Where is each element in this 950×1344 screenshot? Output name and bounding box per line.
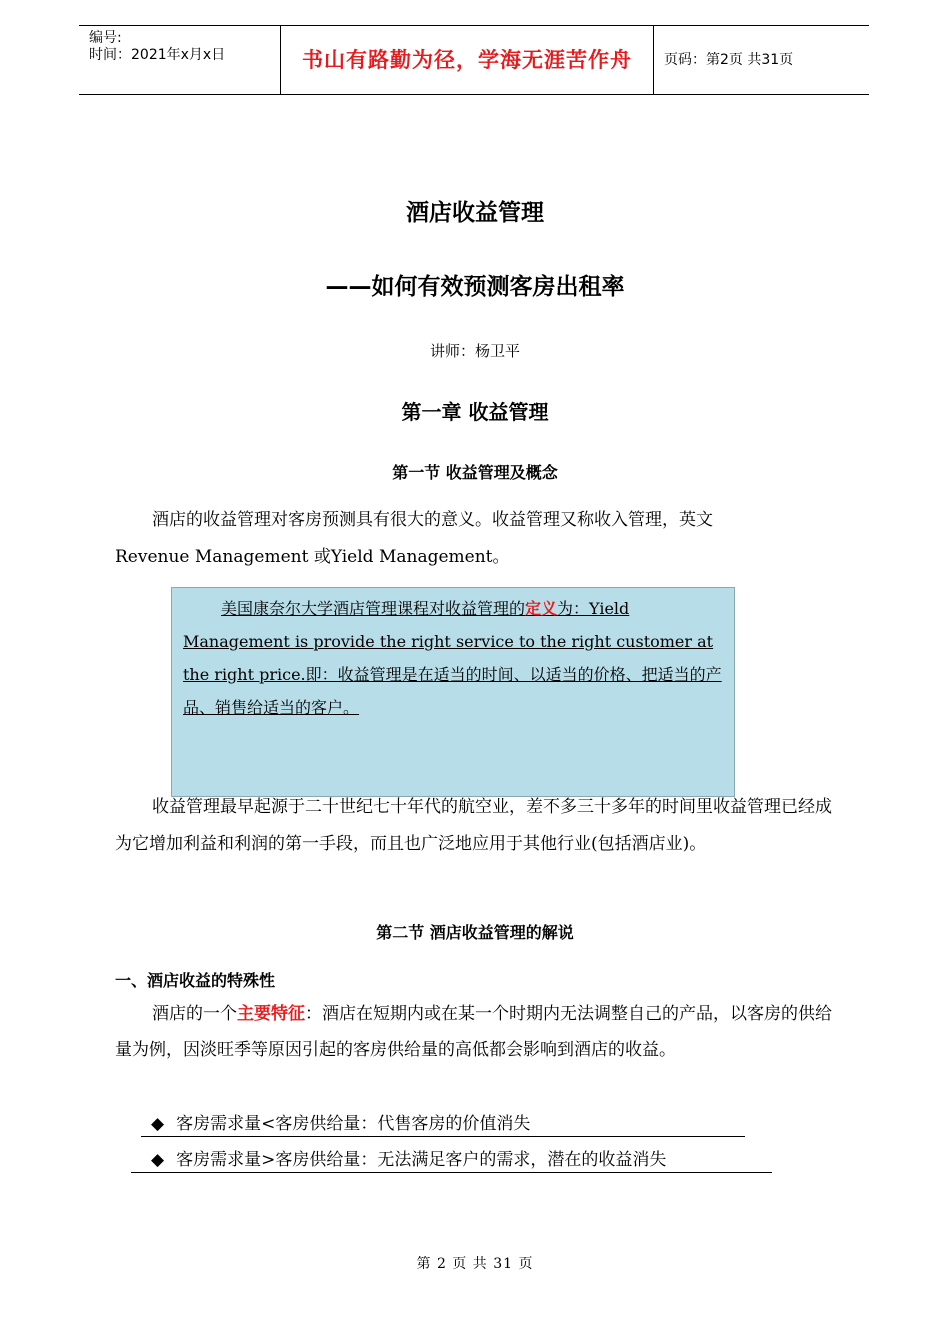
history-paragraph: 收益管理最早起源于二十世纪七十年代的航空业，差不多三十多年的时间里收益管理已经成为它增加利益和利润的第一手段，而且也广泛地应用于其他行业(包括酒店业)。 (115, 797, 832, 854)
document-title: 酒店收益管理 (406, 200, 544, 226)
header-motto: 书山有路勤为径，学海无涯苦作舟 (280, 26, 654, 94)
subheading-one: 一、酒店收益的特殊性 (115, 971, 276, 990)
section-heading-1: 第一节 收益管理及概念 (392, 463, 558, 482)
document-subtitle: ——如何有效预测客房出租率 (325, 274, 625, 300)
diamond-icon: ◆ (151, 1114, 165, 1134)
definition-colon: 为： (557, 599, 590, 618)
time-label: 时间：2021年x月x日 (89, 47, 226, 63)
feature-rest: ：酒店在短期内或在某一个时期内无法调整自己的产品，以客房的供给量为例，因淡旺季等原因引起的客房供给量的高低都会影响到酒店的收益。 (115, 1004, 832, 1060)
definition-keyword: 定义 (525, 599, 558, 618)
definition-text (183, 592, 723, 724)
header-meta (79, 26, 280, 94)
chapter-heading: 第一章 收益管理 (401, 400, 549, 424)
feature-lead: 酒店的一个 (152, 1004, 237, 1024)
diamond-icon: ◆ (151, 1150, 165, 1170)
feature-keyword: 主要特征 (237, 1004, 305, 1024)
header-page-info: 页码：第2页 共31页 (664, 52, 794, 68)
definition-lead: 美国康奈尔大学酒店管理课程对收益管理的 (221, 599, 526, 618)
page-header (79, 25, 869, 95)
definition-body: Yield Management is provide the right service to the right customer at the right price.即：收益管理是在适当的时间、以适当的价格、把适当的产品、销售给适当的客户。 (183, 599, 722, 717)
bullet-text-1: 客房需求量<客房供给量：代售客房的价值消失 (176, 1114, 531, 1134)
definition-box (171, 587, 735, 797)
bullet-item-2 (131, 1148, 772, 1173)
section-heading-2: 第二节 酒店收益管理的解说 (376, 923, 574, 942)
number-label: 编号: (89, 30, 122, 46)
feature-paragraph (115, 996, 835, 1068)
intro-line-2: Revenue Management 或Yield Management。 (115, 547, 510, 567)
intro-line-1: 酒店的收益管理对客房预测具有很大的意义。收益管理又称收入管理，英文 (152, 510, 713, 530)
lecturer: 讲师：杨卫平 (429, 342, 520, 360)
bullet-text-2: 客房需求量>客房供给量：无法满足客户的需求，潜在的收益消失 (176, 1150, 667, 1170)
bullet-item-1 (141, 1112, 745, 1137)
page-footer: 第 2 页 共 31 页 (416, 1256, 534, 1272)
